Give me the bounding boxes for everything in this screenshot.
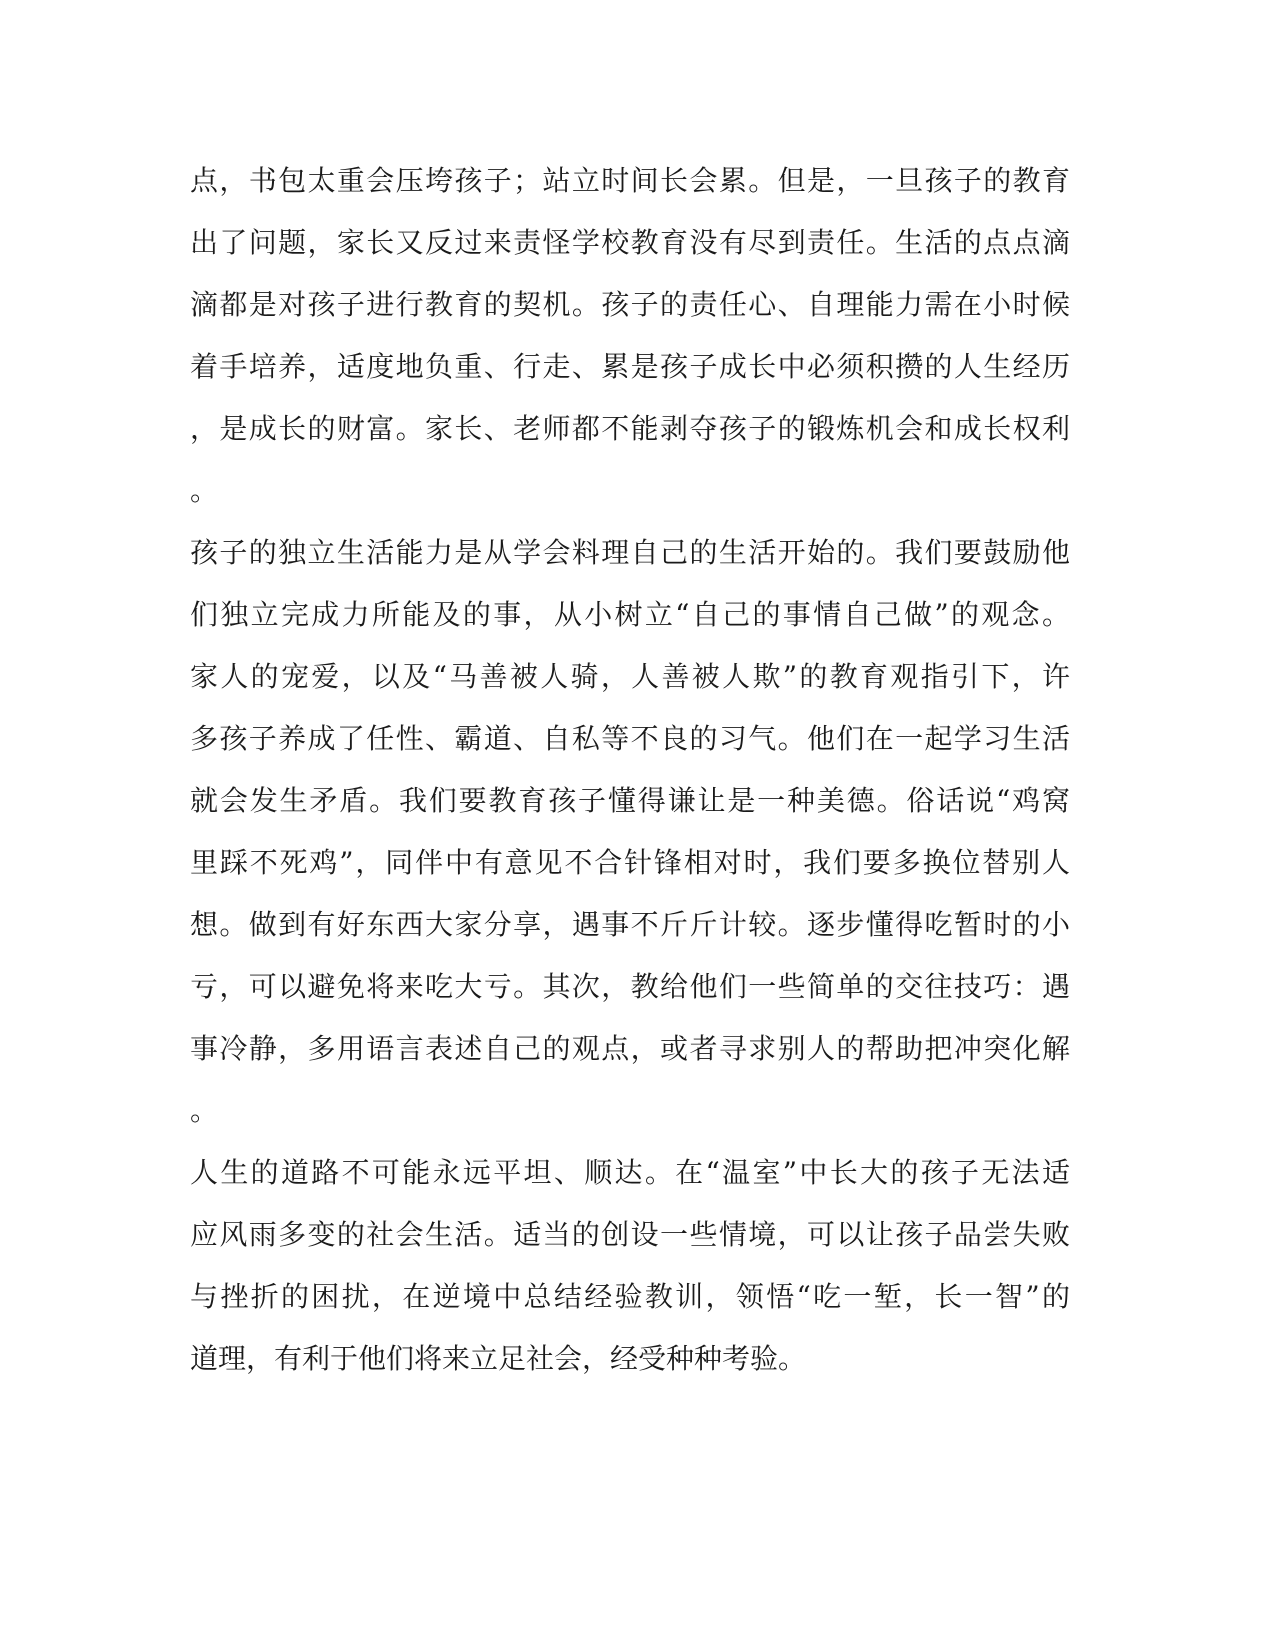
text-line: ，是成长的财富。家长、老师都不能剥夺孩子的锻炼机会和成长权利 xyxy=(190,412,1070,445)
text-line: 就会发生矛盾。我们要教育孩子懂得谦让是一种美德。俗话说“鸡窝 xyxy=(190,784,1070,817)
text-line: 家人的宠爱，以及“马善被人骑，人善被人欺”的教育观指引下，许 xyxy=(190,660,1070,693)
text-line: 事冷静，多用语言表述自己的观点，或者寻求别人的帮助把冲突化解 xyxy=(190,1032,1070,1065)
text-line: 滴都是对孩子进行教育的契机。孩子的责任心、自理能力需在小时候 xyxy=(190,288,1070,321)
text-line: 们独立完成力所能及的事，从小树立“自己的事情自己做”的观念。 xyxy=(190,598,1070,631)
text-line: 亏，可以避免将来吃大亏。其次，教给他们一些简单的交往技巧：遇 xyxy=(190,970,1070,1003)
text-line: 里踩不死鸡”，同伴中有意见不合针锋相对时，我们要多换位替别人 xyxy=(190,846,1070,879)
text-line: 着手培养，适度地负重、行走、累是孩子成长中必须积攒的人生经历 xyxy=(190,350,1070,383)
text-line: 与挫折的困扰，在逆境中总结经验教训，领悟“吃一堑，长一智”的 xyxy=(190,1280,1070,1313)
text-line: 多孩子养成了任性、霸道、自私等不良的习气。他们在一起学习生活 xyxy=(190,722,1070,755)
text-line: 应风雨多变的社会生活。适当的创设一些情境，可以让孩子品尝失败 xyxy=(190,1218,1070,1251)
text-line: 点，书包太重会压垮孩子；站立时间长会累。但是，一旦孩子的教育 xyxy=(190,164,1070,197)
text-line: 。 xyxy=(190,474,219,507)
text-line: 道理，有利于他们将来立足社会，经受种种考验。 xyxy=(190,1342,807,1375)
text-line: 孩子的独立生活能力是从学会料理自己的生活开始的。我们要鼓励他 xyxy=(190,536,1070,569)
text-line: 。 xyxy=(190,1094,219,1127)
text-line: 想。做到有好东西大家分享，遇事不斤斤计较。逐步懂得吃暂时的小 xyxy=(190,908,1070,941)
text-line: 出了问题，家长又反过来责怪学校教育没有尽到责任。生活的点点滴 xyxy=(190,226,1070,259)
document-body xyxy=(190,150,1070,1390)
text-line: 人生的道路不可能永远平坦、顺达。在“温室”中长大的孩子无法适 xyxy=(190,1156,1070,1189)
